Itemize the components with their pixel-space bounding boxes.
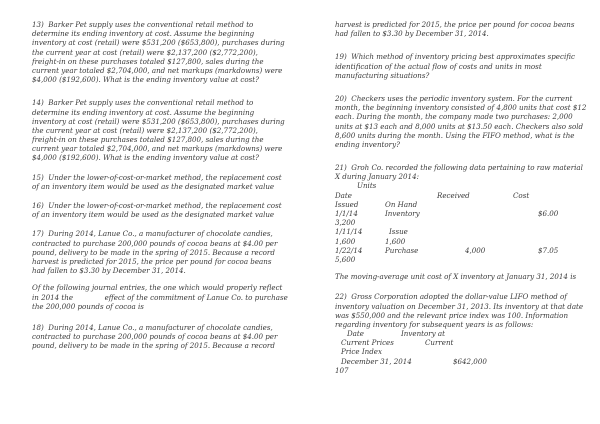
text-line: identification of the actual flow of costs and units in most	[335, 61, 542, 71]
text-line: current year totaled $2,704,000, and net markups (markdowns) were	[32, 65, 283, 75]
question-22	[335, 292, 584, 329]
table-cell: Purchase	[385, 245, 419, 255]
table-row	[335, 237, 579, 246]
text-line: 16) Under the lower-of-cost-or-market method, the replacement cost	[32, 201, 282, 210]
table-cell: Issue	[389, 227, 408, 237]
table-row	[335, 227, 579, 236]
table-cell: 107	[335, 365, 349, 375]
text-line: 15) Under the lower-of-cost-or-market method, the replacement cost	[32, 172, 282, 182]
question-q17	[32, 229, 290, 275]
text-line: the current year at cost (retail) were $2,137,200 ($2,772,200),	[32, 125, 258, 135]
table-cell: Inventory	[385, 209, 420, 218]
table-cell: $6.00	[538, 209, 559, 218]
text-line: the 200,000 pounds of cocoa is	[32, 301, 144, 311]
text-line: contracted to purchase 200,000 pounds of cocoa beans at $4.00 per	[32, 238, 278, 248]
text-line: current year totaled $2,704,000, and net markups (markdowns) were	[32, 144, 283, 154]
text-line: X during January 2014:	[335, 172, 419, 182]
text-line: freight-in on these purchases totaled $127,800, sales during the	[32, 56, 264, 66]
table-cell: 1/11/14	[335, 227, 363, 237]
table-cell: December 31, 2014	[341, 356, 412, 366]
text-line: Of the following journal entries, the one which would properly reflect	[32, 283, 283, 293]
table-header: Current Prices	[341, 338, 394, 348]
question-q17b	[32, 283, 290, 311]
table-cell: 1/22/14	[335, 245, 363, 255]
text-line: 14) Barker Pet supply uses the conventional retail method to	[32, 98, 254, 108]
table-row	[335, 357, 579, 366]
right-column	[335, 20, 587, 375]
text-line: determine its ending inventory at cost. Assume the beginning	[32, 107, 255, 117]
question-q18	[32, 323, 290, 351]
table-header: Current	[425, 338, 454, 348]
text-line: pound, delivery to be made in the spring of 2015. Because a record	[32, 247, 275, 257]
table-header: Price Index	[341, 347, 382, 357]
question-q13a	[32, 20, 290, 84]
text-line: determine its ending inventory at cost. Assume the beginning	[32, 29, 255, 39]
text-line: manufacturing situations?	[335, 70, 430, 80]
inventory-table	[335, 181, 579, 264]
text-line: in 2014 the effect of the commitment of Lanue Co. to purchase	[32, 292, 288, 302]
question-20	[335, 93, 587, 149]
question-21-prompt	[335, 272, 579, 281]
text-line: each. During the month, the company made two purchases: 2,000	[335, 112, 573, 122]
text-line: 18) During 2014, Lanue Co., a manufacturer of chocolate candies,	[32, 322, 273, 332]
text-line: inventory at cost (retail) were $531,200 ($653,800), purchases during	[32, 38, 285, 48]
price-index-table	[335, 329, 579, 375]
text-line: freight-in on these purchases totaled $127,800, sales during the	[32, 135, 264, 145]
table-row	[335, 366, 579, 375]
text-line: 20) Checkers uses the periodic inventory system. For the current	[335, 93, 573, 103]
table-cell: 4,000	[465, 245, 486, 255]
text-line: regarding inventory for subsequent years is as follows:	[335, 319, 534, 329]
question-q14	[32, 98, 290, 162]
table-cell: $642,000	[453, 356, 487, 366]
table-cell: 1,600	[335, 236, 356, 246]
text-line: 17) During 2014, Lanue Co., a manufacturer of chocolate candies,	[32, 229, 273, 239]
text-line: inventory valuation on December 31, 2013. Its inventory at that date	[335, 301, 584, 311]
text-line: ending inventory?	[335, 139, 400, 149]
question-19	[335, 52, 579, 80]
text-line: the current year at cost (retail) were $2,137,200 ($2,772,200),	[32, 47, 258, 57]
text-line: month, the beginning inventory consisted of 4,800 units that cost $12	[335, 103, 587, 113]
table-row	[335, 246, 579, 255]
table-cell: 3,200	[335, 218, 356, 228]
table-header: Cost	[513, 190, 530, 200]
table-header: On Hand	[385, 199, 418, 209]
text-line: contracted to purchase 200,000 pounds of cocoa beans at $4.00 per	[32, 332, 278, 342]
text-line: pound, delivery to be made in the spring of 2015. Because a record	[32, 341, 275, 351]
table-cell: 5,600	[335, 254, 356, 264]
table-header: Issued	[335, 199, 359, 209]
question-18-continued	[335, 20, 579, 38]
text-line: had fallen to $3.30 by December 31, 2014.	[335, 29, 489, 39]
text-line: of an inventory item would be used as the designated market value	[32, 181, 275, 191]
table-cell: $7.05	[538, 245, 559, 255]
text-line: 19) Which method of inventory pricing best approximates specific	[335, 52, 575, 62]
text-line: $4,000 ($192,600). What is the ending inventory value at cost?	[32, 153, 259, 163]
table-header: Date	[335, 190, 352, 200]
text-line: 13) Barker Pet supply uses the conventional retail method to	[32, 20, 254, 29]
text-line: of an inventory item would be used as the designated market value	[32, 210, 275, 220]
table-cell: 1/1/14	[335, 209, 358, 218]
question-21	[335, 163, 583, 182]
text-line: 8,600 units during the month. Using the FIFO method, what is the	[335, 130, 575, 140]
text-line: harvest is predicted for 2015, the price per pound for cocoa beans	[335, 20, 575, 29]
text-line: The moving-average unit cost of X inventory at January 31, 2014 is	[335, 272, 577, 282]
text-line: was $550,000 and the relevant price index was 100. Information	[335, 310, 569, 320]
table-row	[335, 255, 579, 264]
table-row	[335, 218, 579, 227]
question-q16	[32, 201, 290, 219]
table-header: Date	[347, 329, 364, 339]
table-header: Inventory at	[401, 329, 445, 339]
text-line: 21) Groh Co. recorded the following data pertaining to raw material	[335, 163, 583, 173]
table-cell: 1,600	[385, 236, 406, 246]
left-column	[32, 20, 290, 350]
table-row	[335, 209, 579, 218]
text-line: harvest is predicted for 2015, the price per pound for cocoa beans	[32, 256, 272, 266]
text-line: $4,000 ($192,600). What is the ending inventory value at cost?	[32, 75, 259, 85]
text-line: had fallen to $3.30 by December 31, 2014.	[32, 266, 186, 276]
question-q15	[32, 173, 290, 191]
text-line: units at $13 each and 8,000 units at $13.50 each. Checkers also sold	[335, 121, 584, 131]
table-header: Units	[357, 181, 377, 191]
text-line: 22) Gross Corporation adopted the dollar-value LIFO method of	[335, 292, 567, 302]
table-header: Received	[437, 190, 470, 200]
text-line: inventory at cost (retail) were $531,200 ($653,800), purchases during	[32, 116, 285, 126]
